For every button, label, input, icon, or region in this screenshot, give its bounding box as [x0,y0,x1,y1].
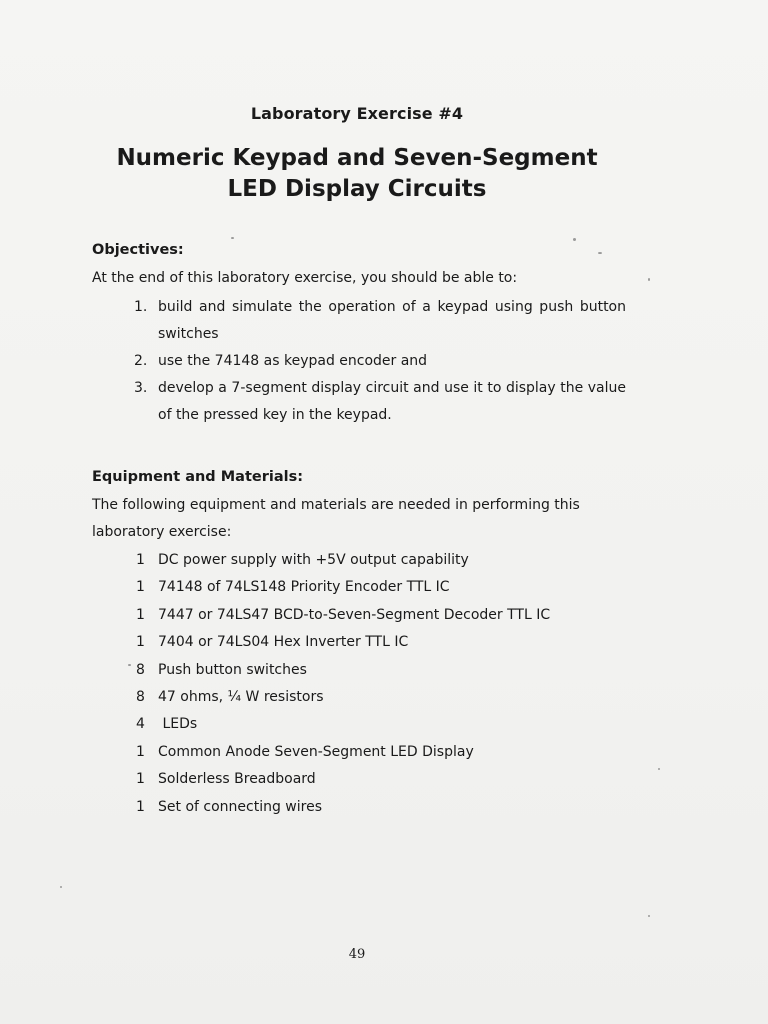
list-item [136,657,616,684]
scan-speck [231,237,234,239]
item-quantity: 8 [136,661,145,678]
item-description: DC power supply with +5V output capability [158,552,469,568]
page-number: 49 [348,947,366,962]
list-item [136,684,616,711]
list-item-number: 3. [134,380,148,396]
scan-speck [128,664,131,666]
item-description: Common Anode Seven-Segment LED Display [158,743,474,760]
item-description: 74148 of 74LS148 Priority Encoder TTL IC [158,579,450,596]
item-description: Push button switches [158,661,307,678]
scan-speck [598,252,602,254]
item-description: 7404 or 74LS04 Hex Inverter TTL IC [158,634,409,651]
item-description: Set of connecting wires [158,798,322,815]
list-item-number: 2. [134,353,148,369]
scan-speck [648,278,650,281]
list-item-number: 1. [134,299,148,315]
materials-list [136,547,616,821]
scan-speck [648,915,650,917]
item-description: LEDs [158,716,198,733]
page-title [0,143,714,205]
item-quantity: 8 [136,689,145,706]
item-quantity: 1 [136,771,145,788]
list-item-text: use the 74148 as keypad encoder and [158,353,428,369]
list-item [136,602,616,629]
list-item [136,739,616,766]
item-quantity: 1 [136,606,145,623]
item-description: 47 ohms, ¼ W resistors [158,689,324,706]
equipment-heading: Equipment and Materials: [92,469,304,485]
list-item [134,375,626,429]
list-item [136,711,616,738]
list-item-text: build and simulate the operation of a keypad using push button switches [158,299,626,342]
item-quantity: 1 [136,743,145,760]
list-item-text: develop a 7-segment display circuit and use it to display the value of the pressed key in the keypad. [158,380,626,423]
objectives-intro: At the end of this laboratory exercise, you should be able to: [92,270,518,286]
item-quantity: 1 [136,798,145,815]
item-quantity: 1 [136,634,145,651]
scan-speck [658,768,660,770]
exercise-subtitle: Laboratory Exercise #4 [250,104,464,123]
list-item [134,294,626,348]
list-item [136,629,616,656]
item-quantity: 1 [136,579,145,596]
objectives-list [134,294,626,429]
scan-speck [60,886,62,888]
list-item [136,574,616,601]
objectives-heading: Objectives: [92,242,184,258]
item-quantity: 4 [136,716,145,733]
title-line-2: LED Display Circuits [227,176,487,202]
list-item [136,766,616,793]
equipment-intro: The following equipment and materials are needed in performing this laboratory exercise: [92,497,580,540]
list-item [136,547,616,574]
title-line-1: Numeric Keypad and Seven-Segment [116,145,598,171]
list-item [134,348,626,375]
item-description: 7447 or 74LS47 BCD-to-Seven-Segment Decoder TTL IC [158,606,551,623]
item-quantity: 1 [136,552,145,568]
list-item [136,794,616,821]
scan-speck [573,238,576,241]
item-description: Solderless Breadboard [158,771,316,788]
